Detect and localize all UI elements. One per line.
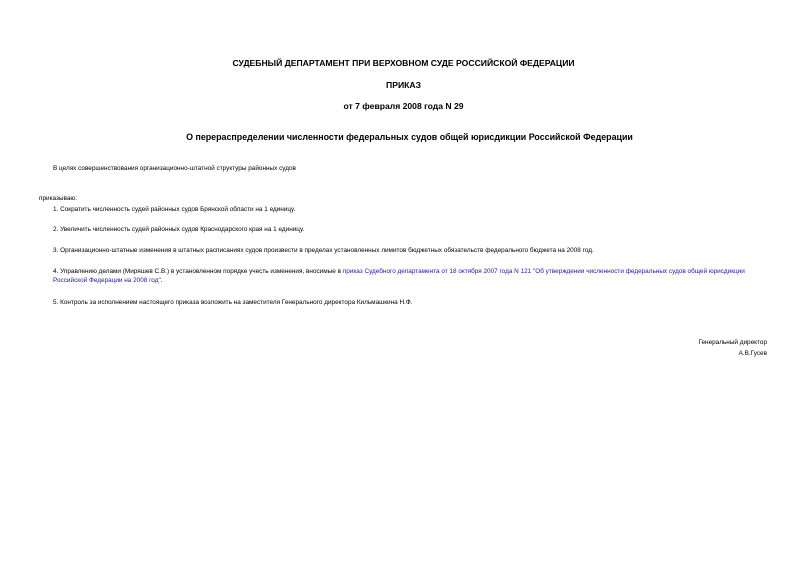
order-item-4-suffix: . [160,277,163,284]
order-item-2: 2. Увеличить численность судей районных судов Краснодарского края на 1 единицу. [53,226,305,233]
order-item-3: 3. Организационно-штатные изменения в штатных расписаниях судов произвести в пределах установленных лимитов бюджетных обязательств федерального бюджета на 2008 год. [53,247,594,254]
order-item-5: 5. Контроль за исполнением настоящего приказа возложить на заместителя Генерального директора Кильмашкина Н.Ф. [53,299,413,306]
organization-title: СУДЕБНЫЙ ДЕПАРТАМЕНТ ПРИ ВЕРХОВНОМ СУДЕ РОССИЙСКОЙ ФЕДЕРАЦИИ [232,58,575,68]
intro-paragraph: В целях совершенствования организационно-штатной структуры районных судов [53,165,296,172]
document-date-number: от 7 февраля 2008 года N 29 [343,101,464,111]
order-word: приказываю: [39,195,77,202]
document-type: ПРИКАЗ [386,80,421,90]
document-subject: О перераспределении численности федеральных судов общей юрисдикции Российской Федерации [186,132,633,142]
order-item-4 [53,267,773,285]
order-item-4-prefix: 4. Управлению делами (Миряшев С.В.) в установленном порядке учесть изменения, вносимые в [53,268,343,275]
signatory-name: А.В.Гусев [738,350,767,357]
order-reference-link[interactable]: приказ Судебного департамента от 18 октября 2007 года N 121 "Об утверждении численности федеральных судов общей юрисдикции Российской Федерации на 2008 год" [53,268,745,284]
order-item-1: 1. Сократить численность судей районных судов Брянской области на 1 единицу. [53,206,296,213]
signatory-position: Генеральный директор [698,339,767,346]
